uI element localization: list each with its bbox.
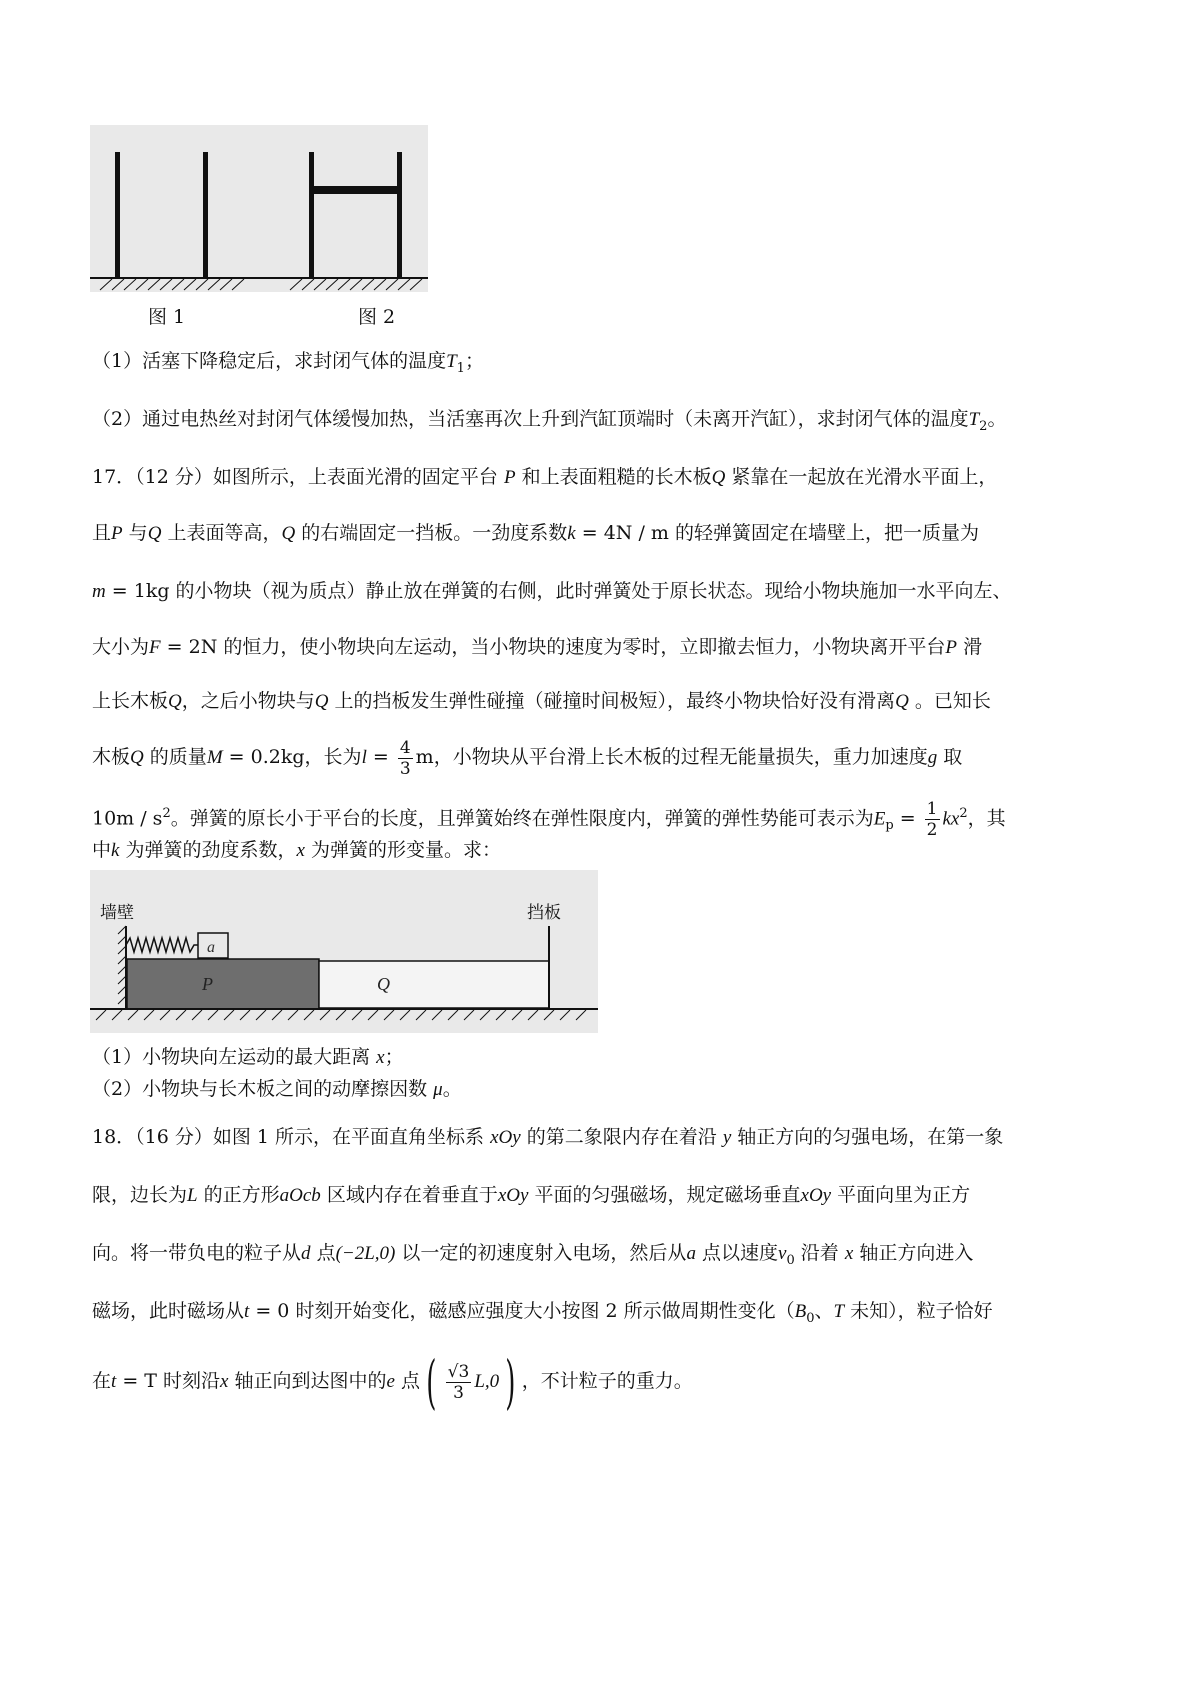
board-label: Q — [377, 974, 390, 994]
spring-board-diagram — [90, 870, 598, 1033]
cylinder-figure — [90, 125, 428, 292]
q17-ask1: （1）小物块向左运动的最大距离 x； — [92, 1046, 404, 1068]
block-label: a — [207, 939, 215, 956]
fig1-caption: 图 1 — [148, 306, 186, 328]
q17-line1: 17．（12 分）如图所示，上表面光滑的固定平台 P 和上表面粗糙的长木板Q 紧靠在一起放在光滑水平面上， — [92, 466, 998, 488]
platform-label: P — [202, 974, 213, 994]
q18-line4: 磁场，此时磁场从t = 0 时刻开始变化，磁感应强度大小按图 2 所示做周期性变化（$B_0$、T 未知），粒子恰好 — [92, 1300, 993, 1326]
q16-part1: （1）活塞下降稳定后，求封闭气体的温度$T_1$； — [92, 350, 484, 376]
q17-line8: 中k 为弹簧的劲度系数，x 为弹簧的形变量。求： — [92, 839, 502, 861]
q17-line4: 大小为F = 2N 的恒力，使小物块向左运动，当小物块的速度为零时，立即撤去恒力，小物块离开平台P 滑 — [92, 636, 983, 658]
fraction-4-3: $\frac{4}{3}$ — [399, 737, 411, 779]
q17-line3: m = 1kg 的小物块（视为质点）静止放在弹簧的右侧，此时弹簧处于原长状态。现给小物块施加一水平向左、 — [92, 580, 1012, 602]
q17-line6: 木板Q 的质量M = 0.2kg，长为l = $\frac{4}{3}$ m，小物块从平台滑上长木板的过程无能量损失，重力加速度g 取 — [92, 737, 963, 779]
q18-line3: 向。将一带负电的粒子从d 点(−2L,0) 以一定的初速度射入电场，然后从a 点以速度$v_0$ 沿着 x 轴正方向进入 — [92, 1242, 974, 1268]
spring-board-figure — [90, 870, 598, 1033]
wall-label: 墙壁 — [100, 903, 134, 923]
platform-P — [127, 959, 319, 1009]
fraction-1-2: $\frac{1}{2}$ — [926, 798, 938, 840]
baffle-label: 挡板 — [527, 903, 561, 923]
q17-line5: 上长木板Q，之后小物块与Q 上的挡板发生弹性碰撞（碰撞时间极短），最终小物块恰好没有滑离Q 。已知长 — [92, 690, 991, 712]
board-Q — [319, 961, 549, 1008]
fig2-caption: 图 2 — [358, 306, 396, 328]
q18-line5: 在t = T 时刻沿x 轴正向到达图中的e 点 ( $\frac{√3}{3}$ L,0 ) ，不计粒子的重力。 — [92, 1348, 693, 1416]
spring — [126, 938, 198, 952]
q18-line1: 18．（16 分）如图 1 所示，在平面直角坐标系 xOy 的第二象限内存在着沿 y 轴正方向的匀强电场，在第一象 — [92, 1126, 1004, 1148]
q17-line2: 且P 与Q 上表面等高，Q 的右端固定一挡板。一劲度系数k = 4N / m 的轻弹簧固定在墙壁上，把一质量为 — [92, 522, 979, 544]
q17-ask2: （2）小物块与长木板之间的动摩擦因数 μ。 — [92, 1078, 462, 1100]
cylinder-diagram — [90, 125, 428, 292]
q16-part2: （2）通过电热丝对封闭气体缓慢加热，当活塞再次上升到汽缸顶端时（未离开汽缸），求封闭气体的温度$T_2$。 — [92, 408, 1007, 434]
fraction-sqrt3-3: $\frac{√3}{3}$ — [447, 1361, 470, 1403]
q18-line2: 限，边长为L 的正方形aOcb 区域内存在着垂直于xOy 平面的匀强磁场，规定磁场垂直xOy 平面向里为正方 — [92, 1184, 971, 1206]
q17-line7: $10m / s^2$。弹簧的原长小于平台的长度，且弹簧始终在弹性限度内，弹簧的弹性势能可表示为$E_p$ = $\frac{1}{2}$ $kx^2$，其 — [92, 798, 1006, 840]
